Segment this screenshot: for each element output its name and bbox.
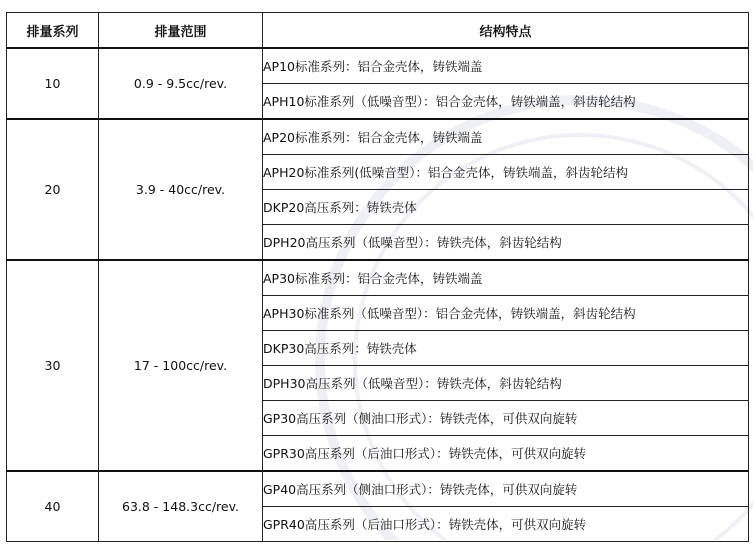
feature-cell: APH20标准系列(低噪音型）：铝合金壳体，铸铁端盖，斜齿轮结构 [263,155,749,190]
feature-cell: AP30标准系列：铝合金壳体，铸铁端盖 [263,260,749,296]
feature-cell: APH10标准系列（低噪音型）：铝合金壳体，铸铁端盖，斜齿轮结构 [263,84,749,120]
header-series: 排量系列 [7,13,99,49]
feature-cell: GP30高压系列（侧油口形式）：铸铁壳体，可供双向旋转 [263,401,749,436]
feature-cell: DKP20高压系列：铸铁壳体 [263,190,749,225]
feature-cell: DKP30高压系列：铸铁壳体 [263,331,749,366]
feature-cell: APH30标准系列（低噪音型）：铝合金壳体，铸铁端盖，斜齿轮结构 [263,296,749,331]
series-cell: 40 [7,471,99,542]
table-row [7,471,749,507]
table-row [7,260,749,296]
table-row [7,48,749,84]
table-row [7,119,749,155]
range-cell: 63.8 - 148.3cc/rev. [99,471,263,542]
feature-cell: GPR30高压系列（后油口形式）：铸铁壳体，可供双向旋转 [263,436,749,472]
header-features: 结构特点 [263,13,749,49]
range-cell: 0.9 - 9.5cc/rev. [99,48,263,119]
feature-cell: DPH30高压系列（低噪音型）：铸铁壳体，斜齿轮结构 [263,366,749,401]
header-range: 排量范围 [99,13,263,49]
series-cell: 30 [7,260,99,471]
feature-cell: AP20标准系列：铝合金壳体，铸铁端盖 [263,119,749,155]
spec-table-body [7,48,749,542]
series-cell: 20 [7,119,99,260]
spec-table [6,12,749,542]
feature-cell: AP10标准系列：铝合金壳体，铸铁端盖 [263,48,749,84]
feature-cell: GP40高压系列（侧油口形式）：铸铁壳体，可供双向旋转 [263,471,749,507]
series-cell: 10 [7,48,99,119]
range-cell: 3.9 - 40cc/rev. [99,119,263,260]
range-cell: 17 - 100cc/rev. [99,260,263,471]
header-row [7,13,749,49]
feature-cell: DPH20高压系列（低噪音型）：铸铁壳体，斜齿轮结构 [263,225,749,261]
feature-cell: GPR40高压系列（后油口形式）：铸铁壳体，可供双向旋转 [263,507,749,542]
